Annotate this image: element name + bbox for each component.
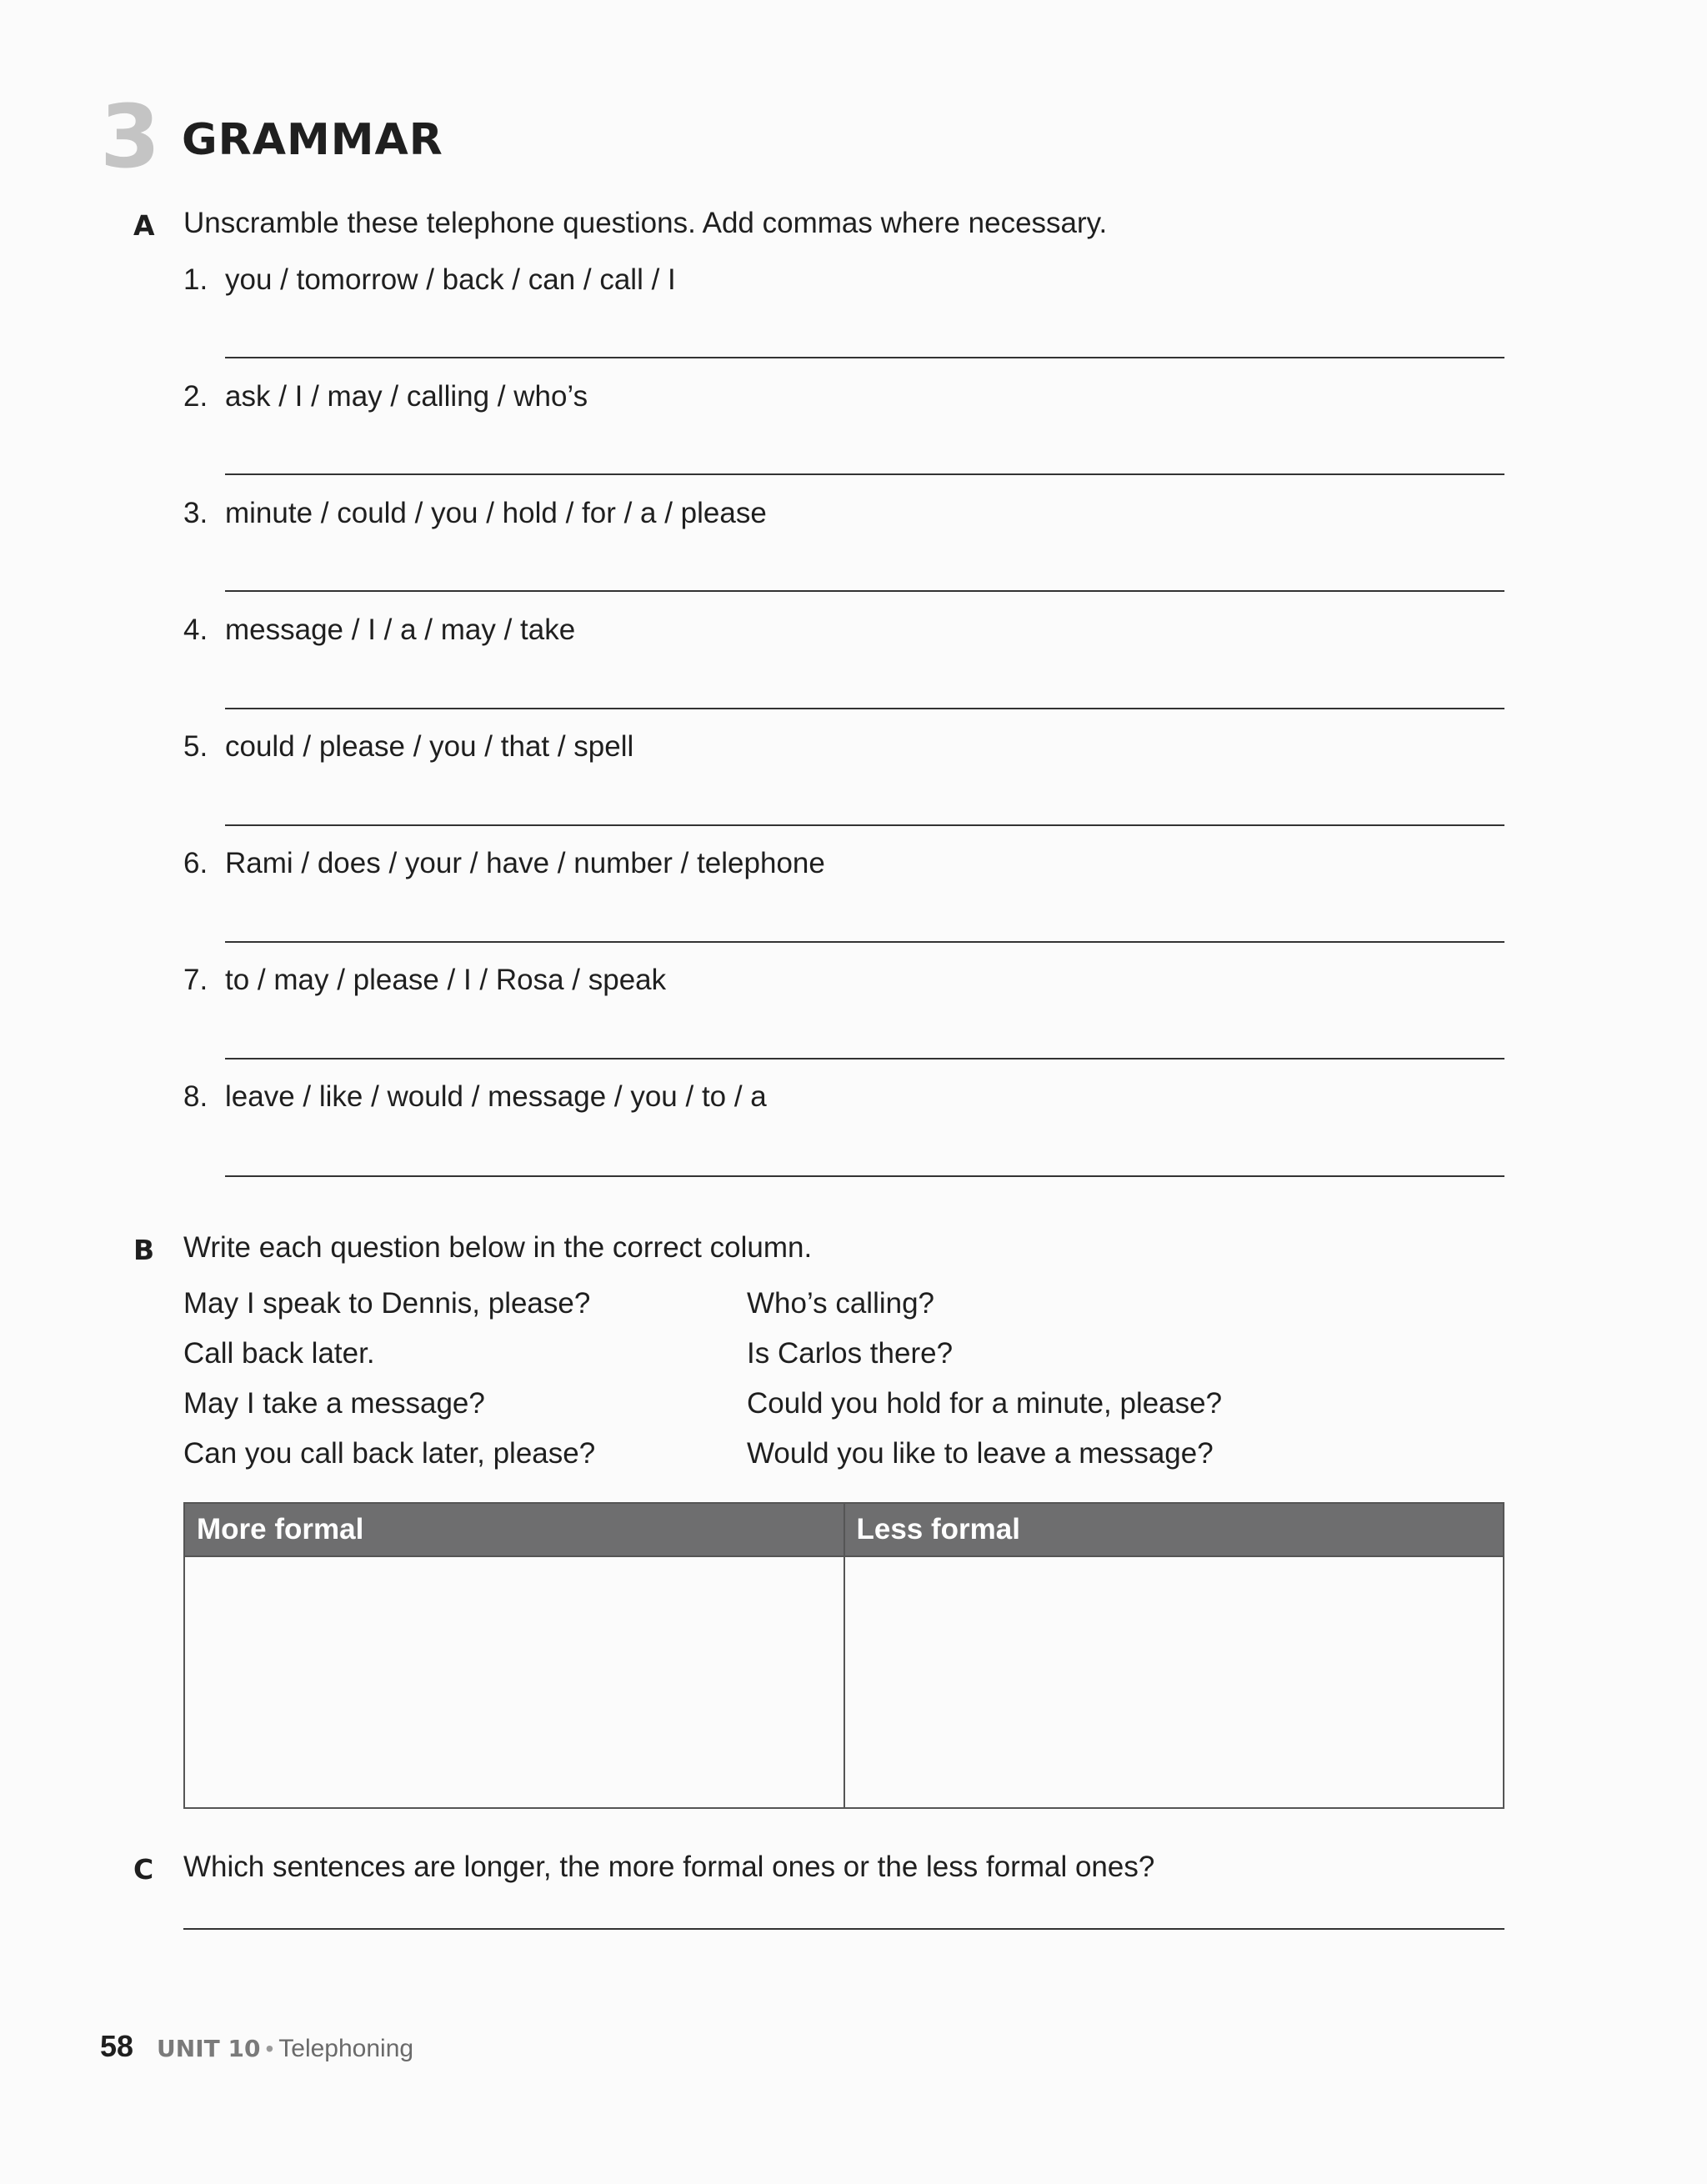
question-item-5 bbox=[183, 730, 633, 764]
question-item-1 bbox=[183, 263, 676, 297]
question-item-7 bbox=[183, 964, 666, 997]
question-item-6 bbox=[183, 847, 825, 880]
column-header-more-formal: More formal bbox=[185, 1504, 843, 1557]
part-a-instruction: Unscramble these telephone questions. Add commas where necessary. bbox=[183, 207, 1108, 239]
answer-line-5[interactable] bbox=[225, 824, 1504, 826]
item-number: 8. bbox=[183, 1080, 208, 1113]
item-number: 2. bbox=[183, 380, 208, 413]
answer-line-2[interactable] bbox=[225, 473, 1504, 475]
column-less-formal bbox=[843, 1504, 1504, 1807]
answer-line-8[interactable] bbox=[225, 1175, 1504, 1177]
item-text: minute / could / you / hold / for / a / please bbox=[225, 497, 767, 529]
item-number: 4. bbox=[183, 614, 208, 646]
item-text: ask / I / may / calling / who’s bbox=[225, 380, 588, 413]
item-text: could / please / you / that / spell bbox=[225, 730, 634, 763]
item-text: you / tomorrow / back / can / call / I bbox=[225, 263, 676, 296]
column-more-formal bbox=[185, 1504, 843, 1807]
column-body-more-formal[interactable] bbox=[185, 1557, 843, 1807]
unit-topic: Telephoning bbox=[278, 2035, 414, 2062]
part-b-letter: B bbox=[133, 1234, 155, 1266]
phrase-left-2: Call back later. bbox=[183, 1337, 375, 1370]
phrase-left-1: May I speak to Dennis, please? bbox=[183, 1287, 591, 1320]
part-c-letter: C bbox=[133, 1853, 154, 1886]
section-number: 3 bbox=[100, 86, 161, 188]
answer-line-4[interactable] bbox=[225, 708, 1504, 709]
page-number: 58 bbox=[100, 2029, 134, 2063]
question-item-2 bbox=[183, 380, 588, 413]
part-a-letter: A bbox=[133, 209, 155, 242]
item-number: 1. bbox=[183, 263, 208, 296]
phrase-right-1: Who’s calling? bbox=[747, 1287, 935, 1320]
item-number: 6. bbox=[183, 847, 208, 879]
answer-line-6[interactable] bbox=[225, 941, 1504, 943]
answer-line-3[interactable] bbox=[225, 590, 1504, 592]
question-item-8 bbox=[183, 1080, 767, 1114]
answer-line-c[interactable] bbox=[183, 1928, 1504, 1930]
question-item-4 bbox=[183, 614, 575, 647]
column-body-less-formal[interactable] bbox=[845, 1557, 1504, 1807]
section-title: GRAMMAR bbox=[182, 115, 443, 165]
question-item-3 bbox=[183, 497, 767, 530]
answer-line-1[interactable] bbox=[225, 357, 1504, 358]
phrase-right-2: Is Carlos there? bbox=[747, 1337, 954, 1370]
separator-dot: • bbox=[265, 2036, 274, 2061]
unit-label: UNIT 10 bbox=[157, 2035, 261, 2062]
item-text: to / may / please / I / Rosa / speak bbox=[225, 964, 667, 996]
item-number: 5. bbox=[183, 730, 208, 763]
item-number: 7. bbox=[183, 964, 208, 996]
phrase-right-3: Could you hold for a minute, please? bbox=[747, 1387, 1223, 1420]
part-c-instruction: Which sentences are longer, the more formal ones or the less formal ones? bbox=[183, 1851, 1155, 1883]
item-text: message / I / a / may / take bbox=[225, 614, 576, 646]
answer-line-7[interactable] bbox=[225, 1058, 1504, 1059]
phrase-left-3: May I take a message? bbox=[183, 1387, 485, 1420]
formality-table bbox=[183, 1502, 1504, 1809]
column-header-less-formal: Less formal bbox=[845, 1504, 1504, 1557]
part-b-instruction: Write each question below in the correct column. bbox=[183, 1231, 813, 1264]
phrase-right-4: Would you like to leave a message? bbox=[747, 1437, 1214, 1470]
item-number: 3. bbox=[183, 497, 208, 529]
phrase-left-4: Can you call back later, please? bbox=[183, 1437, 596, 1470]
item-text: Rami / does / your / have / number / telephone bbox=[225, 847, 825, 879]
item-text: leave / like / would / message / you / to / a bbox=[225, 1080, 767, 1113]
page-footer bbox=[100, 2029, 413, 2064]
